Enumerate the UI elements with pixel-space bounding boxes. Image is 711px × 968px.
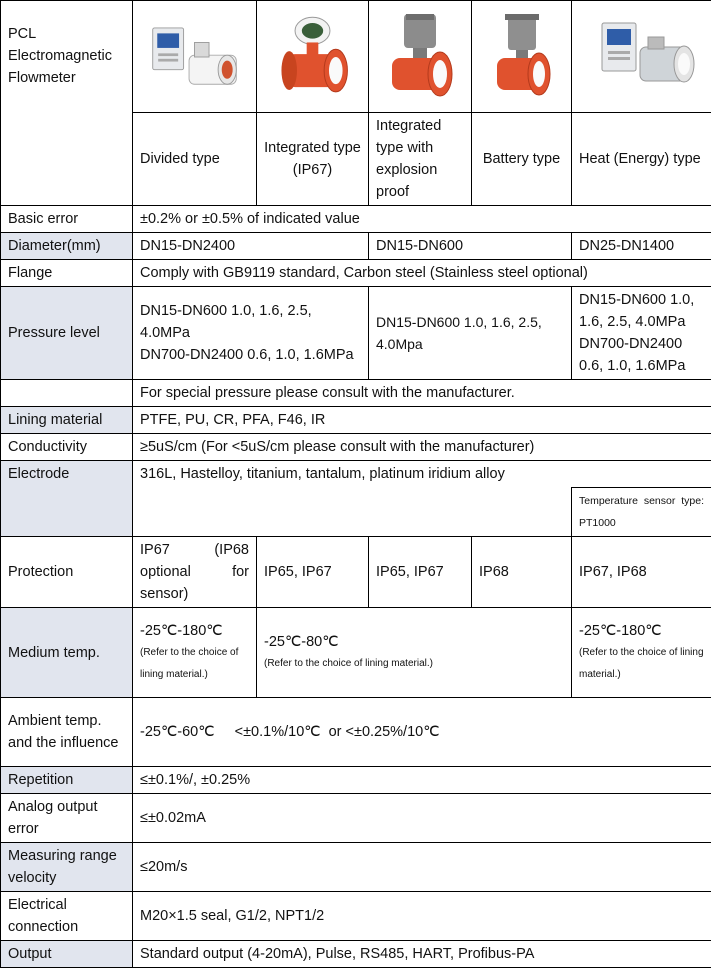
basic-error-value: ±0.2% or ±0.5% of indicated value xyxy=(133,206,711,233)
diameter-value-3: DN25-DN1400 xyxy=(572,233,711,260)
battery-flowmeter-image xyxy=(472,1,572,113)
row-label-lining: Lining material xyxy=(1,407,133,434)
electrode-empty xyxy=(133,488,572,537)
medium-temp-value-3 xyxy=(572,608,711,698)
protection-value-4: IP68 xyxy=(472,537,572,608)
medium-temp-note-3: (Refer to the choice of lining material.) xyxy=(579,642,704,686)
row-label-flange: Flange xyxy=(1,260,133,287)
protection-value-2: IP65, IP67 xyxy=(257,537,369,608)
type-divided: Divided type xyxy=(133,113,257,206)
pressure-value-3a: DN15-DN600 1.0, 1.6, 2.5, 4.0MPa xyxy=(579,289,704,333)
medium-temp-value-2 xyxy=(257,608,572,698)
row-label-ambient: Ambient temp. and the influence xyxy=(1,698,133,767)
medium-temp-note-1: (Refer to the choice of lining material.) xyxy=(140,642,249,686)
output-value: Standard output (4-20mA), Pulse, RS485, HART, Profibus-PA xyxy=(133,941,711,968)
pressure-value-3 xyxy=(572,287,711,380)
row-label-conductivity: Conductivity xyxy=(1,434,133,461)
table-title: PCL Electromagnetic Flowmeter xyxy=(1,1,133,206)
flange-value: Comply with GB9119 standard, Carbon steel (Stainless steel optional) xyxy=(133,260,711,287)
heat-energy-flowmeter-image xyxy=(572,1,711,113)
row-label-diameter: Diameter(mm) xyxy=(1,233,133,260)
type-explosion-proof: Integrated type with explosion proof xyxy=(369,113,472,206)
medium-temp-value-1 xyxy=(133,608,257,698)
integrated-flowmeter-image xyxy=(257,1,369,113)
pressure-note: For special pressure please consult with the manufacturer. xyxy=(133,380,711,407)
medium-temp-2: -25℃-80℃ xyxy=(264,631,564,653)
conductivity-value: ≥5uS/cm (For <5uS/cm please consult with the manufacturer) xyxy=(133,434,711,461)
lining-value: PTFE, PU, CR, PFA, F46, IR xyxy=(133,407,711,434)
medium-temp-1: -25℃-180℃ xyxy=(140,620,249,642)
analog-value: ≤±0.02mA xyxy=(133,794,711,843)
temperature-sensor-note: Temperature sensor type: PT1000 xyxy=(572,488,711,537)
row-label-pressure: Pressure level xyxy=(1,287,133,380)
repetition-value: ≤±0.1%/, ±0.25% xyxy=(133,767,711,794)
divided-flowmeter-image xyxy=(133,1,257,113)
medium-temp-note-2: (Refer to the choice of lining material.) xyxy=(264,653,564,675)
velocity-value: ≤20m/s xyxy=(133,843,711,892)
medium-temp-3: -25℃-180℃ xyxy=(579,620,704,642)
row-label-analog: Analog output error xyxy=(1,794,133,843)
pressure-value-1b: DN700-DN2400 0.6, 1.0, 1.6MPa xyxy=(140,344,361,366)
type-integrated: Integrated type (IP67) xyxy=(257,113,369,206)
pressure-value-3b: DN700-DN2400 0.6, 1.0, 1.6MPa xyxy=(579,333,704,377)
row-label-velocity: Measuring range velocity xyxy=(1,843,133,892)
electrode-value: 316L, Hastelloy, titanium, tantalum, platinum iridium alloy xyxy=(133,461,711,488)
pressure-value-2: DN15-DN600 1.0, 1.6, 2.5, 4.0Mpa xyxy=(369,287,572,380)
protection-value-1: IP67 (IP68 optional for sensor) xyxy=(133,537,257,608)
type-battery: Battery type xyxy=(472,113,572,206)
row-label-repetition: Repetition xyxy=(1,767,133,794)
type-heat-energy: Heat (Energy) type xyxy=(572,113,711,206)
ambient-value: -25℃-60℃ <±0.1%/10℃ or <±0.25%/10℃ xyxy=(133,698,711,767)
protection-value-5: IP67, IP68 xyxy=(572,537,711,608)
row-label-output: Output xyxy=(1,941,133,968)
pressure-value-1 xyxy=(133,287,369,380)
row-label-medium-temp: Medium temp. xyxy=(1,608,133,698)
electrical-value: M20×1.5 seal, G1/2, NPT1/2 xyxy=(133,892,711,941)
row-label-electrical: Electrical connection xyxy=(1,892,133,941)
row-label-protection: Protection xyxy=(1,537,133,608)
diameter-value-1: DN15-DN2400 xyxy=(133,233,369,260)
pressure-value-1a: DN15-DN600 1.0, 1.6, 2.5, 4.0MPa xyxy=(140,300,361,344)
explosion-proof-flowmeter-image xyxy=(369,1,472,113)
protection-value-3: IP65, IP67 xyxy=(369,537,472,608)
row-label-electrode: Electrode xyxy=(1,461,133,537)
row-label-basic-error: Basic error xyxy=(1,206,133,233)
pressure-note-spacer xyxy=(1,380,133,407)
diameter-value-2: DN15-DN600 xyxy=(369,233,572,260)
